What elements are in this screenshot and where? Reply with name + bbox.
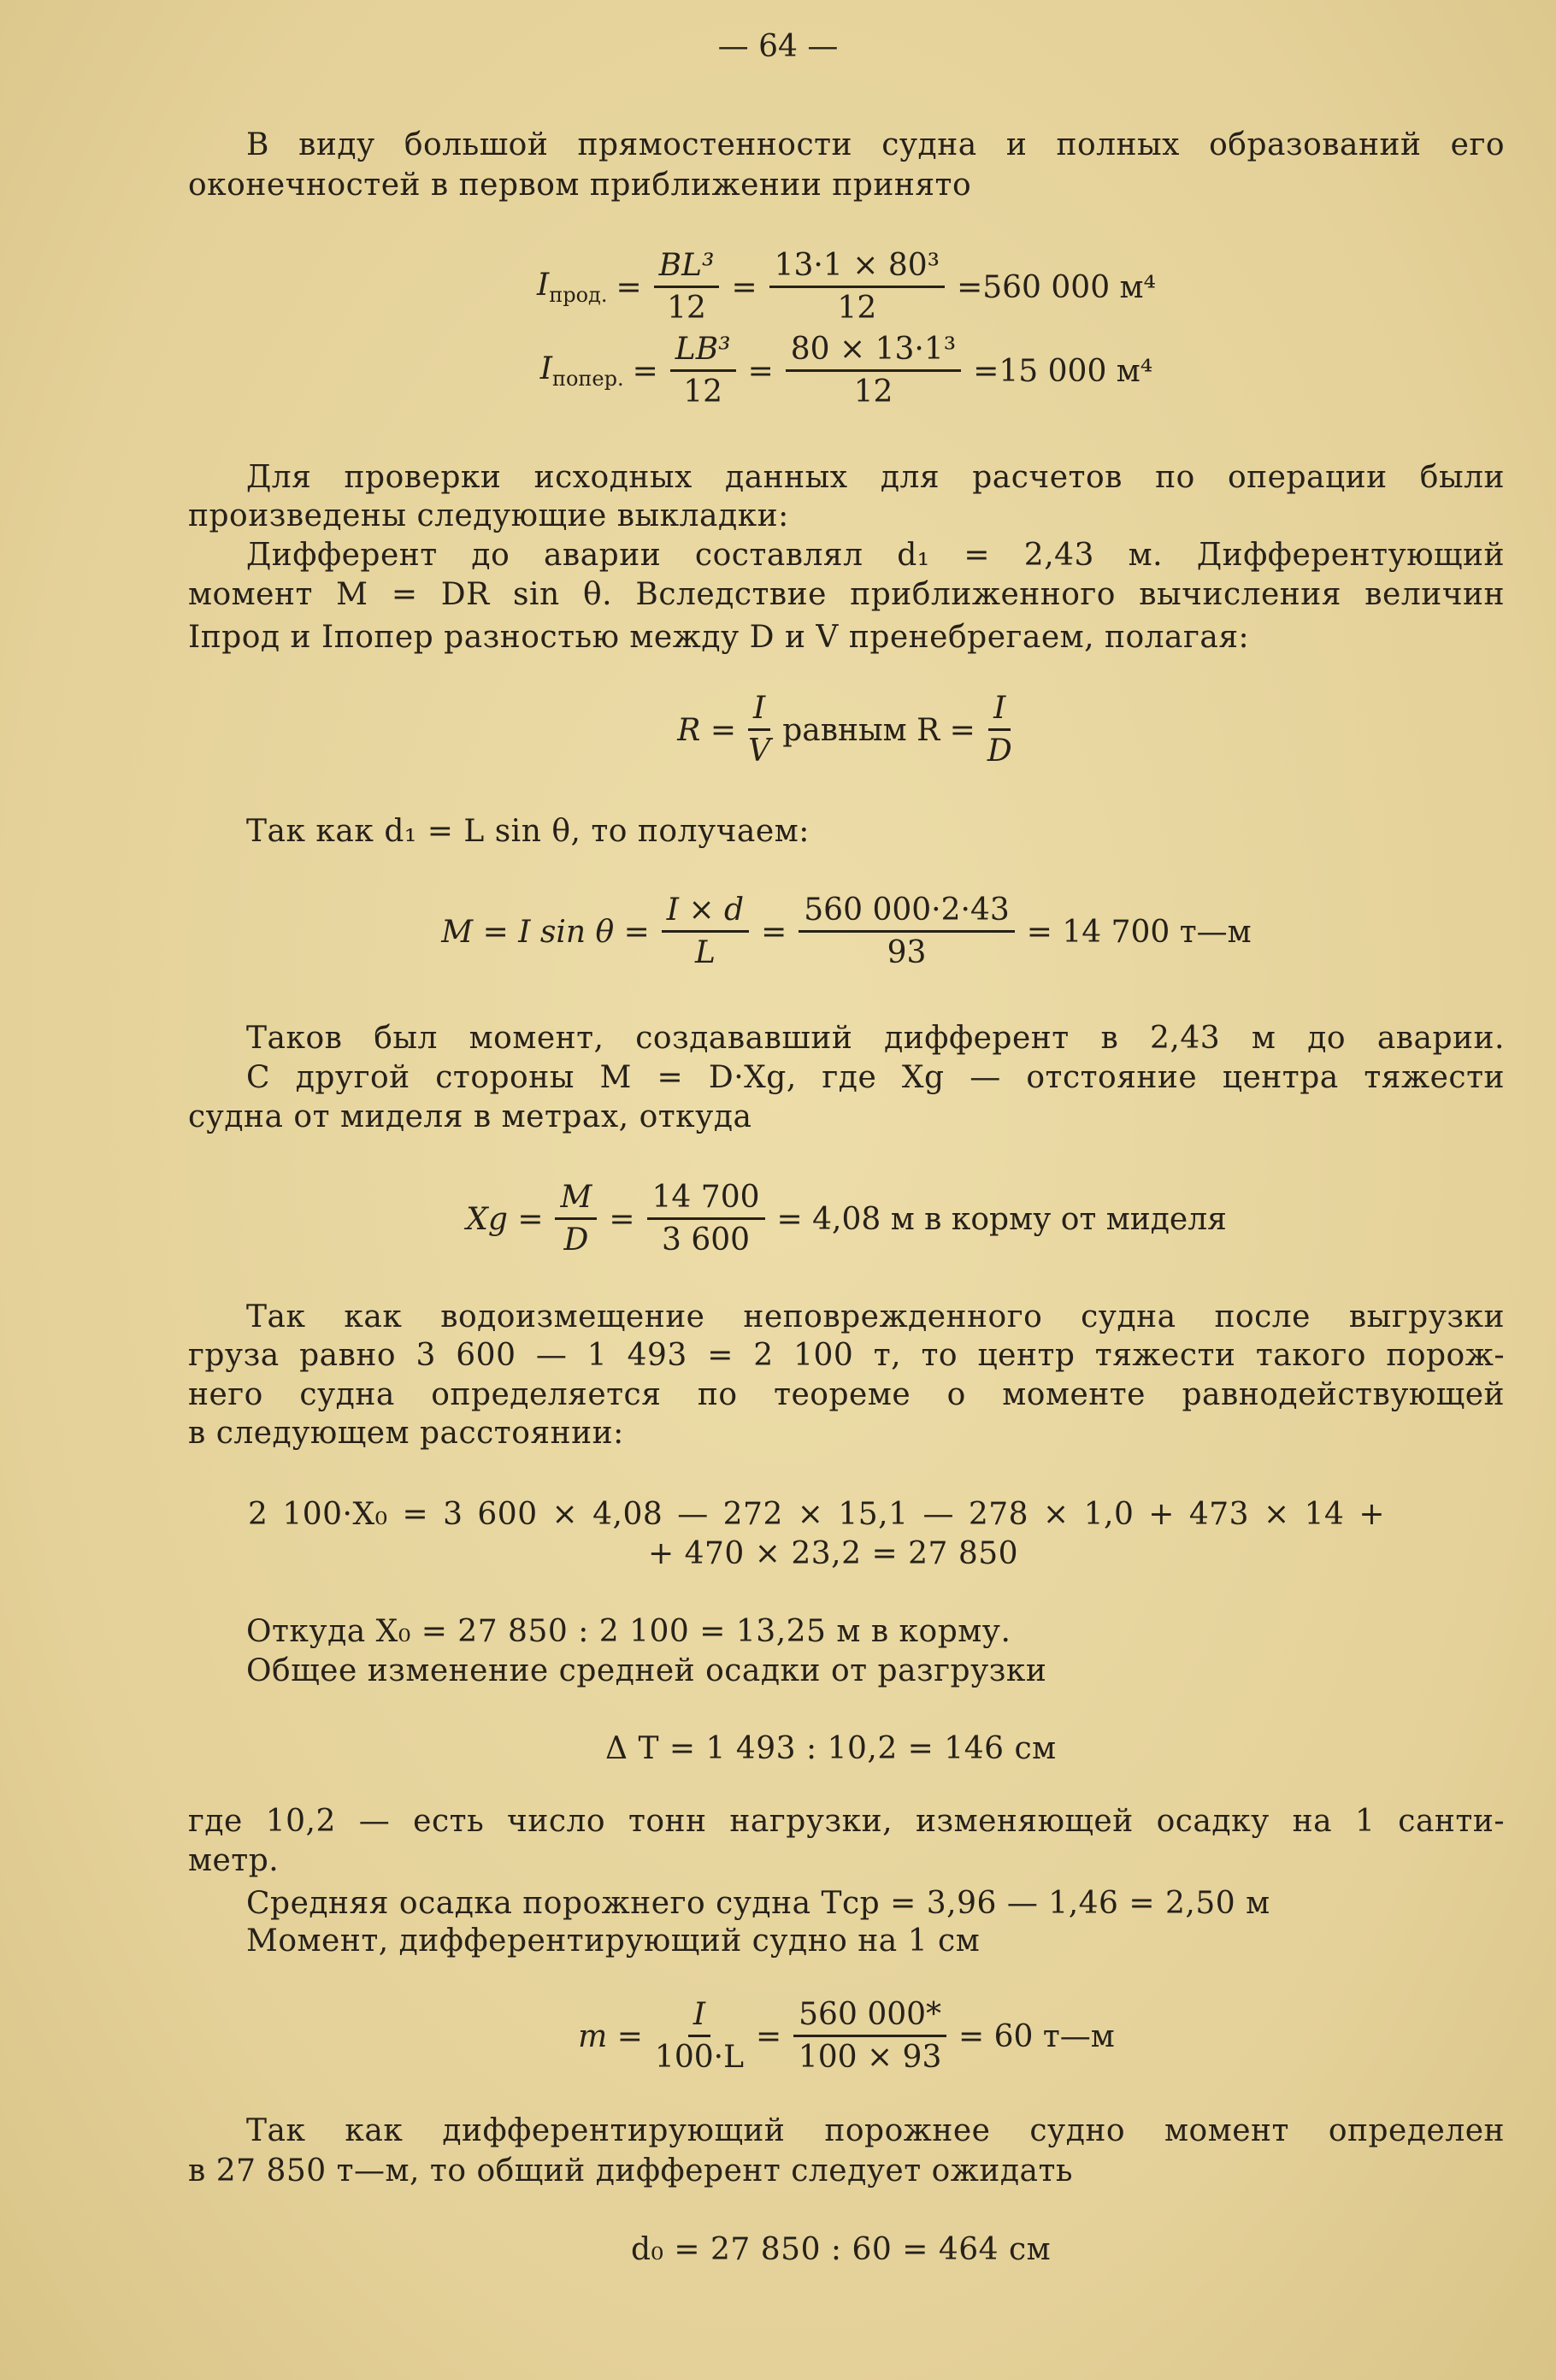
fraction xyxy=(670,332,736,411)
text-line: Средняя осадка порожнего судна Tср = 3,96 — 1,46 = 2,50 м xyxy=(246,1886,1270,1921)
fraction xyxy=(555,1180,597,1259)
formula-text: = xyxy=(761,915,787,950)
formula-result: = 14 700 т—м xyxy=(1026,915,1252,950)
fraction xyxy=(654,248,720,327)
formula-text: Xg = xyxy=(466,1202,544,1237)
denominator: 12 xyxy=(683,374,723,409)
formula-symbol: I xyxy=(537,268,550,303)
formula-text: = xyxy=(731,270,757,305)
denominator: 12 xyxy=(837,291,877,326)
text-line: произведены следующие выкладки: xyxy=(188,498,789,533)
fraction xyxy=(769,248,945,327)
denominator: 12 xyxy=(667,291,706,326)
numerator: I × d xyxy=(662,892,749,933)
formula-text: R = xyxy=(677,713,736,748)
denominator: 100 × 93 xyxy=(798,2040,942,2075)
formula-symbol: I xyxy=(539,351,552,387)
formula-m-small xyxy=(188,1997,1505,2077)
formula-result: =560 000 м⁴ xyxy=(957,270,1156,305)
formula-result: = 60 т—м xyxy=(958,2019,1115,2054)
formula-text: = xyxy=(609,1202,635,1237)
formula-text: M = I sin θ = xyxy=(441,915,650,950)
formula-i-prod xyxy=(188,248,1505,327)
denominator: 3 600 xyxy=(661,1222,751,1258)
denominator: 12 xyxy=(853,374,893,409)
formula-text: = xyxy=(616,270,642,305)
numerator: 13·1 × 80³ xyxy=(769,248,945,288)
text-line: Общее изменение средней осадки от разгрузки xyxy=(246,1653,1047,1688)
denominator: V xyxy=(748,733,771,769)
text-line: Откуда X₀ = 27 850 : 2 100 = 13,25 м в корму. xyxy=(246,1614,1011,1649)
denominator: D xyxy=(987,733,1012,769)
formula-line: 2 100·X₀ = 3 600 × 4,08 — 272 × 15,1 — 278 × 1,0 + 473 × 14 + xyxy=(248,1497,1385,1532)
text-line: в следующем расстоянии: xyxy=(188,1416,624,1451)
numerator: 14 700 xyxy=(647,1180,765,1220)
formula-i-poper xyxy=(188,332,1505,411)
denominator: L xyxy=(694,935,716,970)
numerator: M xyxy=(555,1180,597,1220)
numerator: 80 × 13·1³ xyxy=(786,332,961,372)
formula-subscript: прод. xyxy=(549,283,608,308)
formula-delta-t: Δ T = 1 493 : 10,2 = 146 см xyxy=(605,1731,1057,1766)
text-line: момент M = DR sin θ. Вследствие приближенного вычисления величин xyxy=(188,577,1505,612)
formula-r xyxy=(188,691,1505,770)
formula-m xyxy=(188,892,1505,972)
text-line: Так как водоизмещение неповрежденного судна после выгрузки xyxy=(246,1299,1505,1334)
text-line: него судна определяется по теореме о моменте равнодействующей xyxy=(188,1377,1505,1412)
text-line: Таков был момент, создававший дифферент в 2,43 м до аварии. xyxy=(246,1021,1505,1056)
fraction xyxy=(647,1180,765,1259)
text-line: С другой стороны M = D·Xg, где Xg — отстояние центра тяжести xyxy=(246,1060,1505,1095)
denominator: 93 xyxy=(887,935,927,970)
numerator: BL³ xyxy=(654,248,720,288)
formula-d0: d₀ = 27 850 : 60 = 464 см xyxy=(631,2232,1052,2267)
fraction xyxy=(662,892,749,972)
numerator: 560 000·2·43 xyxy=(799,892,1014,933)
text-line: где 10,2 — есть число тонн нагрузки, изменяющей осадку на 1 санти- xyxy=(188,1804,1505,1839)
text-line: Момент, дифферентирующий судно на 1 см xyxy=(246,1923,981,1959)
formula-result: =15 000 м⁴ xyxy=(973,354,1153,389)
formula-text: = xyxy=(747,354,774,389)
formula-text: m = xyxy=(578,2019,643,2054)
page-number: — 64 — xyxy=(717,29,839,64)
text-line: груза равно 3 600 — 1 493 = 2 100 т, то центр тяжести такого порож- xyxy=(188,1338,1505,1373)
fraction xyxy=(786,332,961,411)
numerator: I xyxy=(748,691,770,731)
fraction xyxy=(799,892,1014,972)
text-line: Так как d₁ = L sin θ, то получаем: xyxy=(246,814,810,849)
formula-text: = xyxy=(755,2019,782,2054)
text-line: Для проверки исходных данных для расчетов по операции были xyxy=(246,460,1505,495)
formula-xg xyxy=(188,1180,1505,1259)
text-line: в 27 850 т—м, то общий дифферент следует ожидать xyxy=(188,2153,1074,2189)
text-line: метр. xyxy=(188,1843,280,1878)
fraction xyxy=(748,691,770,770)
text-line: Дифферент до аварии составлял d₁ = 2,43 м. Дифферентующий xyxy=(246,538,1505,573)
formula-text: = xyxy=(632,354,658,389)
denominator: D xyxy=(563,1222,589,1258)
numerator: LB³ xyxy=(670,332,736,372)
numerator: I xyxy=(988,691,1011,731)
fraction xyxy=(655,1997,744,2077)
denominator: 100·L xyxy=(654,2040,744,2075)
fraction xyxy=(793,1997,946,2077)
fraction xyxy=(987,691,1012,770)
text-line: оконечностей в первом приближении принято xyxy=(188,168,972,203)
text-line: В виду большой прямостенности судна и полных образований его xyxy=(246,127,1505,162)
numerator: I xyxy=(688,1997,710,2037)
formula-result: = 4,08 м в корму от миделя xyxy=(776,1202,1227,1237)
formula-subscript: попер. xyxy=(551,367,624,392)
numerator: 560 000* xyxy=(793,1997,946,2037)
text-line: судна от миделя в метрах, откуда xyxy=(188,1099,752,1134)
formula-text: равным R = xyxy=(782,713,975,748)
text-line: Так как дифферентирующий порожнее судно момент определен xyxy=(246,2113,1505,2148)
text-line: Iпрод и Iпопер разностью между D и V пренебрегаем, полагая: xyxy=(188,620,1250,655)
formula-line: + 470 × 23,2 = 27 850 xyxy=(648,1536,1019,1571)
